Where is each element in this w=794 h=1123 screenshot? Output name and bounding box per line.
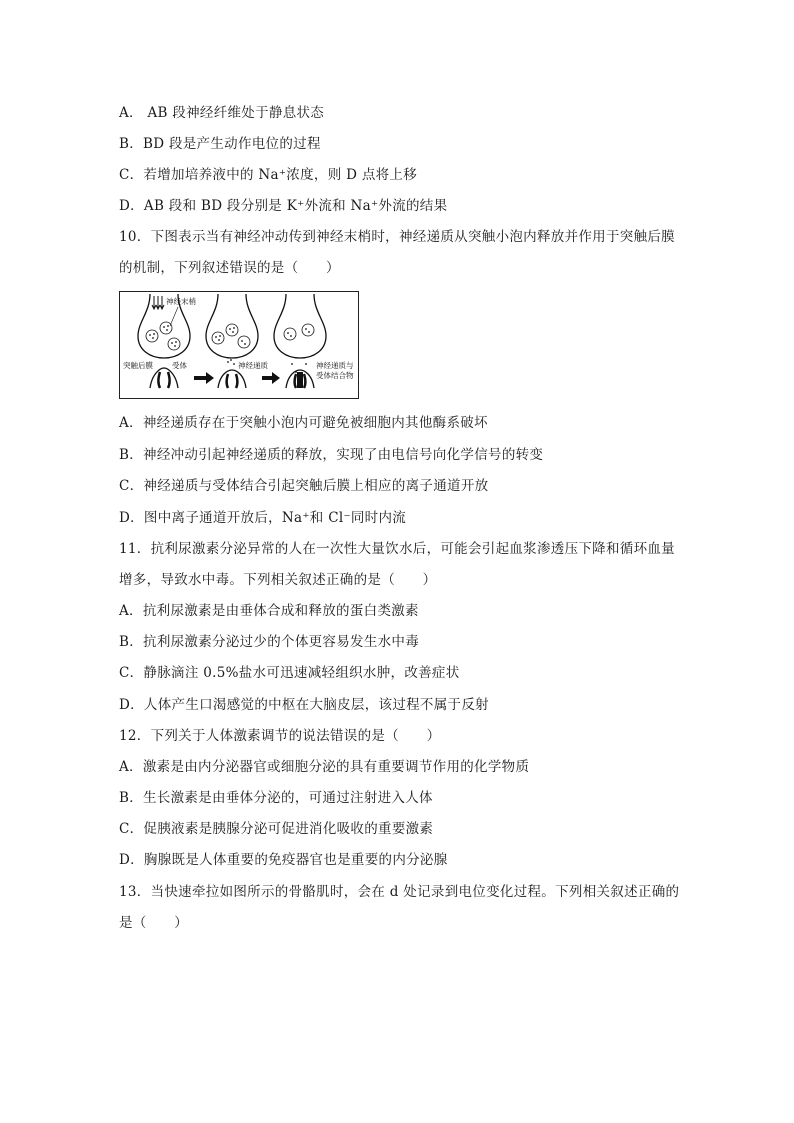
q10-option-a: A．神经递质存在于突触小泡内可避免被细胞内其他酶系破坏 <box>119 415 488 431</box>
q10-option-b: B．神经冲动引起神经递质的释放，实现了由电信号向化学信号的转变 <box>119 447 544 463</box>
label-receptor: 受体 <box>172 361 187 370</box>
q12-option-b: B．生长激素是由垂体分泌的，可通过注射进入人体 <box>119 790 433 806</box>
transmitter-dots-2 <box>215 327 246 365</box>
label-postsynaptic: 突触后膜 <box>123 361 153 370</box>
q9-option-d: D．AB 段和 BD 段分别是 K⁺外流和 Na⁺外流的结果 <box>119 198 448 214</box>
presynaptic-terminal-2 <box>206 294 258 358</box>
arrow-right-icon-1 <box>194 372 214 384</box>
q10-option-c: C．神经递质与受体结合引起突触后膜上相应的离子通道开放 <box>119 478 489 494</box>
label-complex-line2: 受体结合物 <box>316 371 354 380</box>
q12-option-c: C．促胰液素是胰腺分泌可促进消化吸收的重要激素 <box>119 821 434 837</box>
postsynaptic-membrane-2 <box>218 370 246 388</box>
q12-stem: 12．下列关于人体激素调节的说法错误的是（ ） <box>119 728 441 744</box>
synapse-diagram <box>120 292 358 398</box>
receptor-1 <box>159 372 170 388</box>
label-nerve-ending: 神经末梢 <box>166 297 196 306</box>
label-transmitter: 神经递质 <box>238 361 268 370</box>
q13-stem-line1: 13．当快速牵拉如图所示的骨骼肌时，会在 d 处记录到电位变化过程。下列相关叙述正确的 <box>119 884 680 900</box>
impulse-arrows-icon <box>152 296 164 309</box>
q10-stem-line1: 10．下图表示当有神经冲动传到神经末梢时，神经递质从突触小泡内释放并作用于突触后膜 <box>119 229 675 245</box>
presynaptic-terminal-3 <box>274 294 326 358</box>
q12-option-a: A．激素是由内分泌器官或细胞分泌的具有重要调节作用的化学物质 <box>119 759 530 775</box>
q13-stem-line2: 是（ ） <box>119 915 188 931</box>
q11-option-d: D．人体产生口渴感觉的中枢在大脑皮层，该过程不属于反射 <box>119 697 489 713</box>
q12-option-d: D．胸腺既是人体重要的免疫器官也是重要的内分泌腺 <box>119 852 448 868</box>
q9-option-a: A． AB 段神经纤维处于静息状态 <box>119 105 325 121</box>
receptor-2 <box>227 374 238 388</box>
transmitter-dots-1 <box>149 325 177 347</box>
q9-option-b: B．BD 段是产生动作电位的过程 <box>119 136 321 152</box>
arrow-right-icon-2 <box>262 372 280 384</box>
transmitter-dots-3 <box>287 328 310 373</box>
q9-option-c: C．若增加培养液中的 Na⁺浓度，则 D 点将上移 <box>119 167 418 183</box>
label-complex-line1: 神经递质与 <box>316 361 354 370</box>
q10-option-d: D．图中离子通道开放后，Na⁺和 Cl⁻同时内流 <box>119 510 407 526</box>
q11-option-b: B．抗利尿激素分泌过少的个体更容易发生水中毒 <box>119 634 420 650</box>
q11-stem-line1: 11．抗利尿激素分泌异常的人在一次性大量饮水后，可能会引起血浆渗透压下降和循环血量 <box>119 541 675 557</box>
synapse-figure <box>119 291 359 399</box>
q11-option-a: A．抗利尿激素是由垂体合成和释放的蛋白类激素 <box>119 603 419 619</box>
q10-stem-line2: 的机制，下列叙述错误的是（ ） <box>119 260 340 276</box>
bound-complex <box>297 372 303 388</box>
q11-option-c: C．静脉滴注 0.5%盐水可迅速减轻组织水肿，改善症状 <box>119 665 460 681</box>
q11-stem-line2: 增多，导致水中毒。下列相关叙述正确的是（ ） <box>119 572 437 588</box>
